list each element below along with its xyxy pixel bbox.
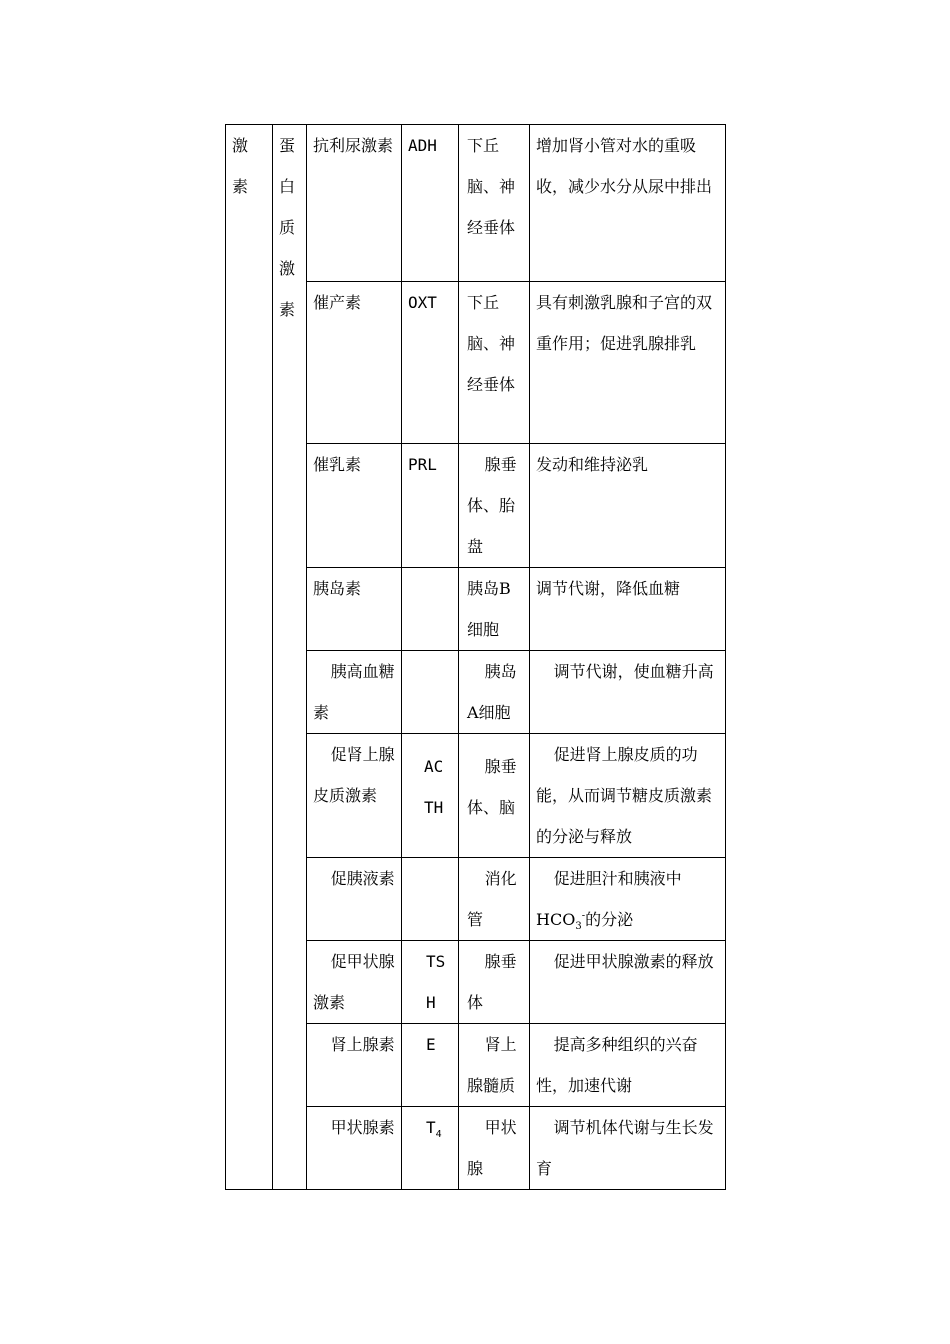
hormone-abbr-cell <box>402 941 459 1024</box>
hormone-abbr <box>402 651 459 734</box>
hormone-origin: 胰岛B细胞 <box>459 568 530 651</box>
hormone-abbr: ADH <box>402 125 459 282</box>
table-row <box>226 125 726 282</box>
function-prefix: 促进胆汁和胰液中 <box>553 869 682 888</box>
hormone-name: 抗利尿激素 <box>307 125 402 282</box>
hormone-origin: 腺垂体、胎盘 <box>459 444 530 568</box>
hormone-name: 催产素 <box>307 282 402 444</box>
hormone-origin: 腺垂体、脑 <box>467 757 517 817</box>
subcategory-label: 蛋白质激素 <box>279 136 296 319</box>
hormone-abbr: TSH <box>426 952 446 1012</box>
hormone-name: 催乳素 <box>307 444 402 568</box>
hormone-origin-cell <box>459 734 530 858</box>
hormone-function: 调节代谢，使血糖升高 <box>530 651 726 734</box>
hormone-table <box>225 124 726 1190</box>
subcategory-cell <box>273 125 307 1190</box>
hormone-abbr: $T_4$ <box>402 1107 459 1190</box>
hormone-abbr <box>402 858 459 941</box>
hormone-function: 提高多种组织的兴奋性，加速代谢 <box>530 1024 726 1107</box>
hormone-origin: 胰岛A细胞 <box>459 651 530 734</box>
category-label: 激素 <box>232 136 249 196</box>
hormone-abbr-text: ACTH <box>424 757 444 817</box>
hormone-function: 发动和维持泌乳 <box>530 444 726 568</box>
hormone-origin: 肾上腺髓质 <box>459 1024 530 1107</box>
hormone-origin: 甲状腺 <box>459 1107 530 1190</box>
hormone-origin: 下丘脑、神经垂体 <box>459 125 530 282</box>
hco3-formula: $HCO_3^-$ <box>536 910 586 933</box>
hormone-origin: 下丘脑、神经垂体 <box>459 282 530 444</box>
hormone-abbr <box>402 568 459 651</box>
hormone-abbr: OXT <box>402 282 459 444</box>
hormone-origin: 腺垂体 <box>459 941 530 1024</box>
hormone-name: 胰高血糖素 <box>307 651 402 734</box>
hormone-name: 促胰液素 <box>307 858 402 941</box>
hormone-name: 甲状腺素 <box>307 1107 402 1190</box>
hormone-origin: 消化管 <box>459 858 530 941</box>
hormone-function: 调节代谢，降低血糖 <box>530 568 726 651</box>
hormone-name: 促肾上腺皮质激素 <box>307 734 402 858</box>
hormone-abbr: PRL <box>402 444 459 568</box>
category-cell <box>226 125 273 1190</box>
hormone-abbr <box>402 734 459 858</box>
hormone-function <box>530 858 726 941</box>
hormone-function: 具有刺激乳腺和子宫的双重作用；促进乳腺排乳 <box>530 282 726 444</box>
hormone-name: 肾上腺素 <box>307 1024 402 1107</box>
hormone-function: 增加肾小管对水的重吸收，减少水分从尿中排出 <box>530 125 726 282</box>
hormone-name: 胰岛素 <box>307 568 402 651</box>
hormone-function: 促进肾上腺皮质的功能，从而调节糖皮质激素的分泌与释放 <box>530 734 726 858</box>
hormone-function: 促进甲状腺激素的释放 <box>530 941 726 1024</box>
function-suffix: 的分泌 <box>585 910 634 929</box>
hormone-name: 促甲状腺激素 <box>307 941 402 1024</box>
hormone-abbr: E <box>402 1024 459 1107</box>
hormone-function: 调节机体代谢与生长发育 <box>530 1107 726 1190</box>
